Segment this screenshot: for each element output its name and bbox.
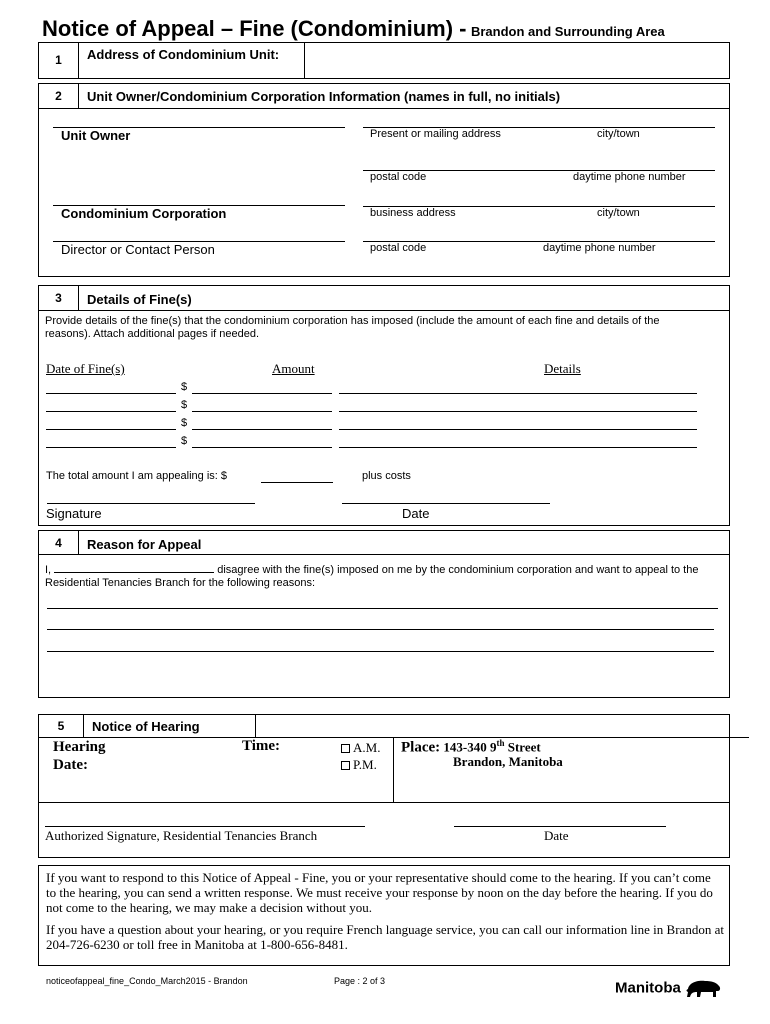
form-subtitle: Brandon and Surrounding Area — [470, 24, 665, 39]
hearing-date-text: Date: — [53, 757, 88, 773]
col-amount-header: Amount — [272, 361, 315, 376]
section-2-box — [38, 83, 730, 277]
pm-label: P.M. — [353, 757, 377, 772]
auth-date-label: Date — [544, 828, 569, 843]
instructions: Provide details of the fine(s) that the condominium corporation has imposed (include the amount of each fine and details of the reasons). Attach additional pages if needed. — [45, 315, 660, 340]
signature-field[interactable] — [47, 503, 255, 504]
section-number: 5 — [39, 715, 84, 737]
reason-line-2[interactable] — [47, 629, 714, 630]
section-number: 1 — [39, 43, 79, 78]
amount-field[interactable] — [192, 447, 332, 448]
date-field[interactable] — [342, 503, 550, 504]
amount-field[interactable] — [192, 429, 332, 430]
table-row — [46, 399, 706, 417]
pm-option[interactable] — [341, 757, 377, 773]
divider — [255, 715, 256, 737]
section-title: Details of Fine(s) — [87, 292, 192, 307]
place-superscript: th — [496, 738, 505, 748]
reason-line-3[interactable] — [47, 651, 714, 652]
time-label: Time: — [242, 738, 281, 754]
page-number: Page : 2 of 3 — [334, 976, 386, 986]
place-line-2: Brandon, Manitoba — [453, 754, 563, 769]
dollar-sign: $ — [181, 435, 188, 447]
divider — [39, 108, 729, 109]
address-label: Address of Condominium Unit: — [87, 47, 280, 62]
date-field[interactable] — [46, 393, 176, 394]
document-id: noticeofappeal_fine_Condo_March2015 - Brandon — [46, 976, 248, 986]
details-field[interactable] — [339, 411, 697, 412]
section-number: 3 — [39, 286, 79, 310]
divider — [39, 737, 749, 738]
date-field[interactable] — [46, 429, 176, 430]
divider — [39, 554, 729, 555]
col-details-header: Details — [544, 361, 581, 376]
name-field[interactable] — [54, 563, 214, 573]
place-label: Place: — [401, 739, 441, 756]
postal-code-label: postal code — [370, 242, 427, 254]
date-label: Date — [402, 506, 430, 521]
postal-code-label: postal code — [370, 171, 427, 183]
section-5-box — [38, 714, 730, 858]
total-amount-field[interactable] — [261, 482, 333, 483]
details-field[interactable] — [339, 429, 697, 430]
dollar-sign: $ — [181, 417, 188, 429]
table-row — [46, 417, 706, 435]
section-title: Reason for Appeal — [87, 537, 202, 552]
auth-date-field[interactable] — [454, 826, 666, 827]
plus-costs-label: plus costs — [362, 470, 411, 482]
date-field[interactable] — [46, 447, 176, 448]
amount-field[interactable] — [192, 393, 332, 394]
fine-rows — [46, 381, 706, 451]
table-row — [46, 435, 706, 453]
details-field[interactable] — [339, 393, 697, 394]
info-paragraph-1: If you want to respond to this Notice of Appeal - Fine, you or your representative should come to the hearing. If you can’t come to the hearing, you can send a written response. We must receive your response by noon on the day before the hearing. If you do not come to the hearing, we may make a decision without you. — [46, 870, 713, 915]
section-number: 4 — [39, 531, 79, 555]
section-3-box — [38, 285, 730, 526]
info-paragraph-2: If you have a question about your hearing, or you require French language service, you can call our information line in Brandon at 204-726-6230 or toll free in Manitoba at 1-800-656-8481. — [46, 922, 724, 952]
place-street: Street — [504, 739, 541, 755]
hearing-label — [53, 738, 106, 774]
i-label: I, — [45, 564, 52, 576]
signature-label: Signature — [46, 506, 102, 521]
date-field[interactable] — [46, 411, 176, 412]
bison-icon — [685, 977, 723, 999]
dollar-sign: $ — [181, 399, 188, 411]
present-address-label: Present or mailing address — [370, 128, 501, 140]
page-title — [42, 16, 665, 42]
reason-statement — [45, 563, 705, 590]
divider — [393, 737, 394, 802]
auth-signature-label: Authorized Signature, Residential Tenancies Branch — [45, 828, 318, 843]
section-4-box — [38, 530, 730, 698]
city-town-label: city/town — [597, 128, 640, 140]
details-field[interactable] — [339, 447, 697, 448]
divider — [39, 802, 729, 803]
address-field[interactable] — [305, 43, 729, 78]
dollar-sign: $ — [181, 381, 188, 393]
daytime-phone-label: daytime phone number — [573, 171, 686, 183]
am-checkbox[interactable] — [341, 744, 350, 753]
reason-line-1[interactable] — [47, 608, 718, 609]
section-number: 2 — [39, 84, 79, 108]
section-title: Notice of Hearing — [92, 719, 200, 734]
statement-text: disagree with the fine(s) imposed on me by the condominium corporation and want to appeal to the Residential Tenancies Branch for the following reasons: — [45, 564, 699, 589]
section-1-box — [38, 42, 730, 79]
business-address-label: business address — [370, 207, 456, 219]
col-date-header: Date of Fine(s) — [46, 361, 125, 376]
unit-owner-label: Unit Owner — [61, 128, 131, 143]
hearing-text: Hearing — [53, 739, 106, 755]
section-title: Unit Owner/Condominium Corporation Information (names in full, no initials) — [87, 89, 561, 104]
amount-field[interactable] — [192, 411, 332, 412]
director-label: Director or Contact Person — [61, 242, 215, 257]
table-row — [46, 381, 706, 399]
total-amount-label: The total amount I am appealing is: $ — [46, 470, 227, 482]
pm-checkbox[interactable] — [341, 761, 350, 770]
condo-corp-label: Condominium Corporation — [61, 206, 227, 221]
am-label: A.M. — [353, 740, 381, 755]
manitoba-logo — [615, 977, 723, 999]
am-option[interactable] — [341, 740, 380, 756]
divider — [39, 310, 729, 311]
info-box — [38, 865, 730, 966]
daytime-phone-label: daytime phone number — [543, 242, 656, 254]
logo-text: Manitoba — [615, 979, 681, 997]
auth-signature-field[interactable] — [45, 826, 365, 827]
city-town-label: city/town — [597, 207, 640, 219]
form-title: Notice of Appeal – Fine (Condominium) - — [42, 16, 467, 41]
place-address: 143-340 9 — [443, 739, 497, 755]
